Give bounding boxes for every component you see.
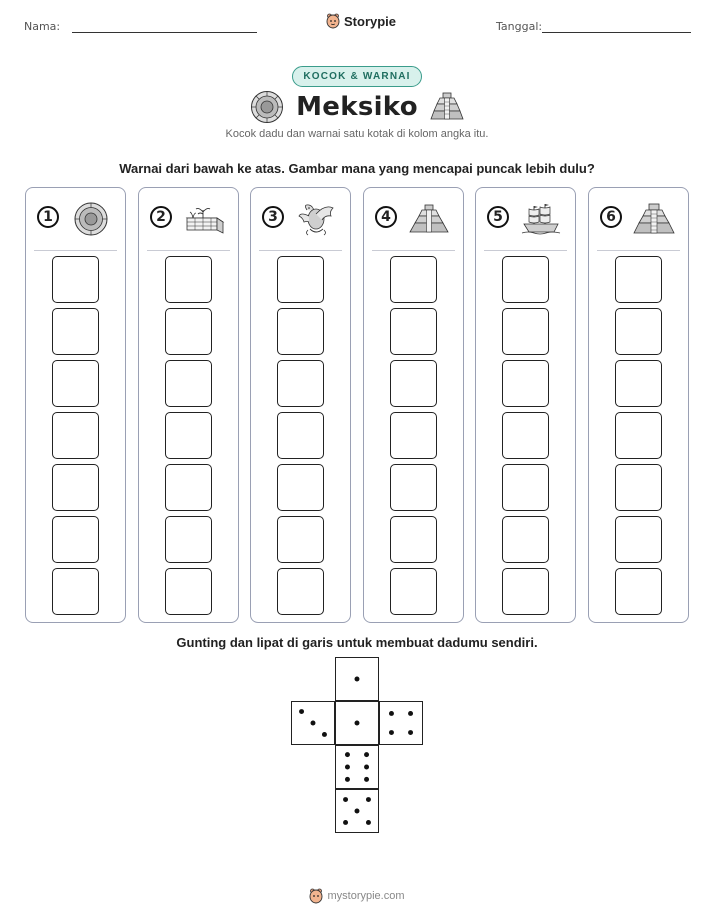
- eagle-emblem-icon: [295, 202, 337, 236]
- color-box[interactable]: [502, 516, 549, 563]
- die-pip: [366, 820, 371, 825]
- column-number: 6: [600, 206, 622, 228]
- color-box[interactable]: [52, 464, 99, 511]
- activity-badge: KOCOK & WARNAI: [292, 66, 421, 87]
- color-box[interactable]: [615, 360, 662, 407]
- column-2: [138, 187, 239, 623]
- die-pip: [364, 765, 369, 770]
- color-box[interactable]: [277, 360, 324, 407]
- die-pip: [366, 797, 371, 802]
- column-divider: [484, 250, 567, 251]
- color-box[interactable]: [390, 516, 437, 563]
- column-divider: [34, 250, 117, 251]
- die-face: [335, 789, 379, 833]
- aztec-calendar-icon: [250, 90, 284, 124]
- color-box[interactable]: [502, 308, 549, 355]
- column-6: [588, 187, 689, 623]
- color-box[interactable]: [52, 360, 99, 407]
- color-box[interactable]: [277, 256, 324, 303]
- color-box[interactable]: [277, 516, 324, 563]
- aztec-calendar-icon: [70, 202, 112, 236]
- color-box[interactable]: [615, 568, 662, 615]
- die-pip: [311, 721, 316, 726]
- die-pip: [408, 711, 413, 716]
- die-pip: [343, 820, 348, 825]
- pyramid-icon: [408, 202, 450, 236]
- color-box[interactable]: [165, 568, 212, 615]
- column-5: [475, 187, 576, 623]
- subtitle: Kocok dadu dan warnai satu kotak di kolom angka itu.: [225, 128, 489, 140]
- color-box[interactable]: [277, 568, 324, 615]
- brand-logo: [326, 13, 396, 29]
- chinampa-garden-icon: [183, 202, 225, 236]
- color-box[interactable]: [390, 256, 437, 303]
- die-pip: [364, 752, 369, 757]
- die-instruction: Gunting dan lipat di garis untuk membuat dadumu sendiri.: [176, 635, 538, 650]
- color-box[interactable]: [390, 360, 437, 407]
- pie-mascot-icon: [309, 888, 323, 904]
- pyramid-icon: [430, 91, 464, 123]
- color-box[interactable]: [615, 516, 662, 563]
- pie-mascot-icon: [326, 13, 340, 29]
- page-title: Meksiko: [296, 92, 418, 122]
- color-box[interactable]: [615, 308, 662, 355]
- color-box[interactable]: [52, 516, 99, 563]
- color-box[interactable]: [165, 464, 212, 511]
- color-box[interactable]: [390, 308, 437, 355]
- color-box[interactable]: [615, 256, 662, 303]
- die-pip: [355, 677, 360, 682]
- die-pip: [343, 797, 348, 802]
- name-line[interactable]: [72, 32, 257, 33]
- die-pip: [389, 711, 394, 716]
- footer-url: mystorypie.com: [327, 890, 405, 902]
- die-face: [379, 701, 423, 745]
- color-box[interactable]: [165, 516, 212, 563]
- die-pip: [389, 730, 394, 735]
- color-box[interactable]: [390, 568, 437, 615]
- brand-name: Storypie: [344, 13, 397, 29]
- die-pip: [355, 721, 360, 726]
- die-pip: [299, 709, 304, 714]
- color-box[interactable]: [502, 464, 549, 511]
- die-pip: [408, 730, 413, 735]
- date-line[interactable]: [542, 32, 691, 33]
- color-box[interactable]: [52, 256, 99, 303]
- die-face: [335, 657, 379, 701]
- color-box[interactable]: [390, 412, 437, 459]
- galleon-ship-icon: [520, 202, 562, 236]
- color-box[interactable]: [390, 464, 437, 511]
- date-label: Tanggal:: [496, 20, 543, 33]
- column-divider: [597, 250, 680, 251]
- column-divider: [372, 250, 455, 251]
- die-pip: [345, 752, 350, 757]
- column-number: 2: [150, 206, 172, 228]
- color-box[interactable]: [52, 568, 99, 615]
- die-face: [291, 701, 335, 745]
- color-box[interactable]: [502, 256, 549, 303]
- pyramid-icon: [633, 202, 675, 236]
- column-number: 4: [375, 206, 397, 228]
- color-box[interactable]: [165, 308, 212, 355]
- color-box[interactable]: [615, 412, 662, 459]
- column-4: [363, 187, 464, 623]
- color-box[interactable]: [502, 568, 549, 615]
- column-1: [25, 187, 126, 623]
- die-pip: [364, 777, 369, 782]
- color-box[interactable]: [165, 412, 212, 459]
- color-box[interactable]: [277, 308, 324, 355]
- column-number: 3: [262, 206, 284, 228]
- die-face: [335, 745, 379, 789]
- color-box[interactable]: [52, 412, 99, 459]
- die-face: [335, 701, 379, 745]
- color-box[interactable]: [165, 256, 212, 303]
- color-box[interactable]: [52, 308, 99, 355]
- color-box[interactable]: [502, 360, 549, 407]
- color-box[interactable]: [277, 464, 324, 511]
- footer: [0, 888, 714, 904]
- name-label: Nama:: [24, 20, 61, 33]
- color-box[interactable]: [277, 412, 324, 459]
- color-box[interactable]: [165, 360, 212, 407]
- die-pip: [322, 732, 327, 737]
- column-number: 1: [37, 206, 59, 228]
- die-pip: [345, 777, 350, 782]
- instruction: Warnai dari bawah ke atas. Gambar mana yang mencapai puncak lebih dulu?: [119, 161, 595, 176]
- color-box[interactable]: [615, 464, 662, 511]
- die-pip: [355, 809, 360, 814]
- column-number: 5: [487, 206, 509, 228]
- column-divider: [259, 250, 342, 251]
- column-divider: [147, 250, 230, 251]
- die-pip: [345, 765, 350, 770]
- column-3: [250, 187, 351, 623]
- color-box[interactable]: [502, 412, 549, 459]
